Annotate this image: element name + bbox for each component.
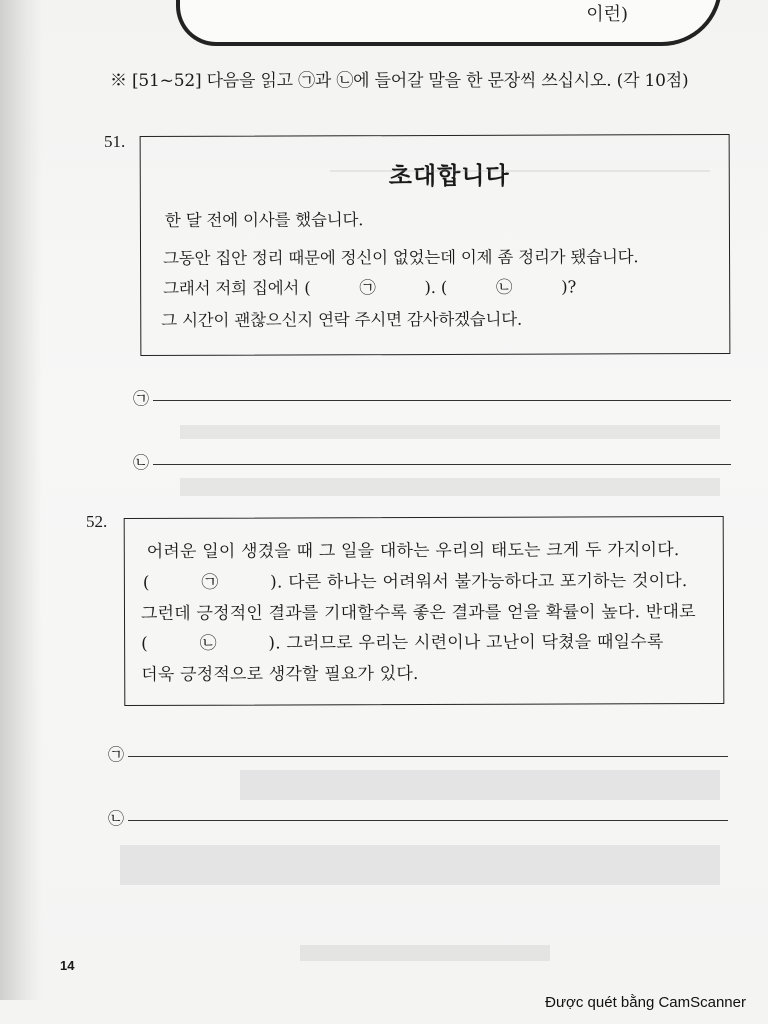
question-51-title: 초대합니다 [388, 160, 510, 191]
scan-edge-shadow [0, 0, 42, 1000]
scanner-watermark: Được quét bằng CamScanner [545, 994, 746, 1011]
question-52-number: 52. [86, 512, 108, 531]
question-51-box [140, 134, 731, 356]
question-52-answer-2[interactable] [108, 806, 730, 826]
question-51-line-3: 그래서 저희 집에서 ( ㉠ ). ( ㉡ )? [163, 277, 577, 298]
instruction-text: ※ [51~52] 다음을 읽고 ㉠과 ㉡에 들어갈 말을 한 문장씩 쓰십시오. (각 10점) [110, 71, 689, 91]
question-52-line-1: 어려운 일이 생겼을 때 그 일을 대하는 우리의 태도는 크게 두 가지이다. [146, 540, 680, 562]
show-through-mark [300, 945, 550, 961]
answer-marker: ㉠ [108, 745, 125, 764]
question-51-line-2: 그동안 집안 정리 때문에 정신이 없었는데 이제 좀 정리가 됐습니다. [163, 247, 639, 268]
question-52-line-3: 그런데 긍정적인 결과를 기대할수록 좋은 결과를 얻을 확률이 높다. 반대로 [140, 602, 696, 624]
banner-text: 이런) [586, 4, 628, 25]
show-through-mark [180, 478, 720, 496]
question-51-number: 51. [104, 132, 126, 151]
page-number: 14 [60, 958, 75, 973]
question-51-line-1: 한 달 전에 이사를 했습니다. [164, 210, 364, 230]
show-through-mark [330, 170, 710, 172]
question-51-answer-1[interactable] [133, 386, 733, 406]
question-52-line-2: ( ㉠ ). 다른 하나는 어려워서 불가능하다고 포기하는 것이다. [142, 571, 688, 593]
question-52-line-4: ( ㉡ ). 그러므로 우리는 시련이나 고난이 닥쳤을 때일수록 [141, 632, 664, 654]
answer-marker: ㉠ [133, 389, 150, 408]
answer-marker: ㉡ [133, 453, 150, 472]
question-52-answer-1[interactable] [108, 742, 730, 762]
answer-line [153, 464, 731, 465]
answer-marker: ㉡ [108, 809, 125, 828]
answer-line [128, 820, 728, 821]
answer-line [153, 400, 731, 401]
answer-line [128, 756, 728, 757]
show-through-mark [120, 845, 720, 885]
question-52-box [124, 516, 725, 706]
question-51-line-4: 그 시간이 괜찮으신지 연락 주시면 감사하겠습니다. [161, 309, 523, 330]
section-banner [176, 0, 722, 46]
show-through-mark [180, 425, 720, 439]
question-52-line-5: 더욱 긍정적으로 생각할 필요가 있다. [141, 664, 419, 685]
show-through-mark [240, 770, 720, 800]
question-51-answer-2[interactable] [133, 450, 733, 470]
